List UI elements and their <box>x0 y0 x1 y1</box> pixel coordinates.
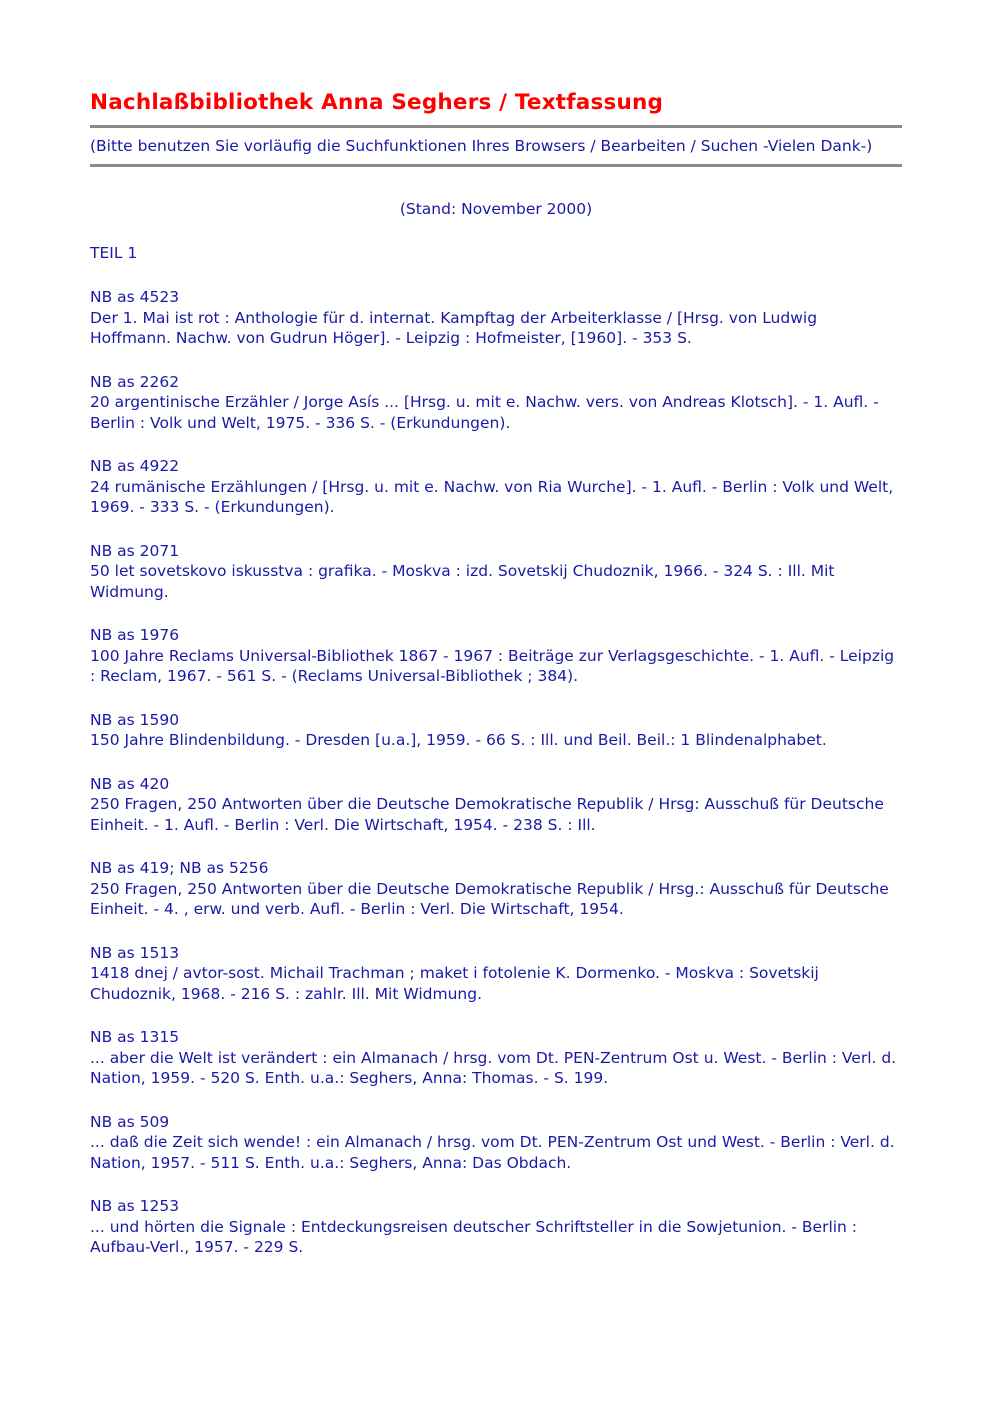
entry-description: ... und hörten die Signale : Entdeckungsreisen deutscher Schriftsteller in die Sowjetunion. - Berlin : Aufbau-Verl., 1957. - 229 S. <box>90 1217 858 1256</box>
entry-signature: NB as 1253 <box>90 1197 180 1215</box>
entry-description: 20 argentinische Erzähler / Jorge Asís ... [Hrsg. u. mit e. Nachw. vers. von Andreas Klotsch]. - 1. Aufl. - Berlin : Volk und Welt, 1975. - 336 S. - (Erkundungen). <box>90 393 879 432</box>
entry-description: ... aber die Welt ist verändert : ein Almanach / hrsg. vom Dt. PEN-Zentrum Ost u. West. - Berlin : Verl. d. Nation, 1959. - 520 S. Enth. u.a.: Seghers, Anna: Thomas. - S. 199. <box>90 1048 897 1087</box>
entry-description: 24 rumänische Erzählungen / [Hrsg. u. mit e. Nachw. von Ria Wurche]. - 1. Aufl. - Berlin : Volk und Welt, 1969. - 333 S. - (Erkundungen). <box>90 477 894 516</box>
entry-signature: NB as 2262 <box>90 372 180 391</box>
catalog-entry <box>90 1196 902 1258</box>
catalog-entry <box>90 625 902 687</box>
catalog-entry <box>90 710 902 751</box>
entry-description: 150 Jahre Blindenbildung. - Dresden [u.a.], 1959. - 66 S. : Ill. und Beil. Beil.: 1 Blindenalphabet. <box>90 731 827 749</box>
entry-description: Der 1. Mai ist rot : Anthologie für d. internat. Kampftag der Arbeiterklasse / [Hrsg. von Ludwig Hoffmann. Nachw. von Gudrun Höger]. - Leipzig : Hofmeister, [1960]. - 353 S. <box>90 308 818 347</box>
entry-signature: NB as 4922 <box>90 457 180 475</box>
part-heading: TEIL 1 <box>90 244 138 262</box>
entry-description: 50 let sovetskovo iskusstva : grafika. - Moskva : izd. Sovetskij Chudoznik, 1966. - 324 S. : Ill. Mit Widmung. <box>90 562 835 601</box>
entry-description: 1418 dnej / avtor-sost. Michail Trachman ; maket i fotolenie K. Dormenko. - Moskva : Sovetskij Chudoznik, 1968. - 216 S. : zahlr. Ill. Mit Widmung. <box>90 964 819 1003</box>
catalog-entry <box>90 372 902 434</box>
entry-signature: NB as 419; NB as 5256 <box>90 859 269 877</box>
catalog-entry <box>90 1027 902 1089</box>
catalog-entry <box>90 287 902 349</box>
catalog-entries <box>90 287 902 1258</box>
search-hint-note: (Bitte benutzen Sie vorläufig die Suchfunktionen Ihres Browsers / Bearbeiten / Suchen -Vielen Dank-) <box>90 137 873 155</box>
bottom-divider <box>90 164 902 167</box>
entry-signature: NB as 4523 <box>90 288 180 306</box>
page-title: Nachlaßbibliothek Anna Seghers / Textfassung <box>90 90 664 115</box>
entry-description: ... daß die Zeit sich wende! : ein Almanach / hrsg. vom Dt. PEN-Zentrum Ost und West. - Berlin : Verl. d. Nation, 1957. - 511 S. Enth. u.a.: Seghers, Anna: Das Obdach. <box>90 1133 895 1172</box>
entry-description: 100 Jahre Reclams Universal-Bibliothek 1867 - 1967 : Beiträge zur Verlagsgeschichte. - 1. Aufl. - Leipzig : Reclam, 1967. - 561 S. - (Reclams Universal-Bibliothek ; 384). <box>90 646 895 685</box>
entry-signature: NB as 509 <box>90 1112 170 1131</box>
catalog-entry <box>90 1112 902 1174</box>
catalog-entry <box>90 541 902 603</box>
entry-signature: NB as 1315 <box>90 1028 180 1046</box>
entry-signature: NB as 2071 <box>90 541 180 560</box>
entry-signature: NB as 420 <box>90 774 170 793</box>
top-divider <box>90 125 902 128</box>
entry-description: 250 Fragen, 250 Antworten über die Deutsche Demokratische Republik / Hrsg: Ausschuß für Deutsche Einheit. - 1. Aufl. - Berlin : Verl. Die Wirtschaft, 1954. - 238 S. : Ill. <box>90 795 884 834</box>
entry-signature: NB as 1590 <box>90 710 180 729</box>
catalog-entry <box>90 774 902 836</box>
entry-signature: NB as 1513 <box>90 943 180 962</box>
catalog-entry <box>90 456 902 518</box>
stand-date: (Stand: November 2000) <box>399 200 593 218</box>
document-page <box>90 88 902 1281</box>
catalog-entry <box>90 858 902 920</box>
entry-signature: NB as 1976 <box>90 626 180 644</box>
catalog-entry <box>90 943 902 1005</box>
entry-description: 250 Fragen, 250 Antworten über die Deutsche Demokratische Republik / Hrsg.: Ausschuß für Deutsche Einheit. - 4. , erw. und verb. Aufl. - Berlin : Verl. Die Wirtschaft, 1954. <box>90 879 889 918</box>
